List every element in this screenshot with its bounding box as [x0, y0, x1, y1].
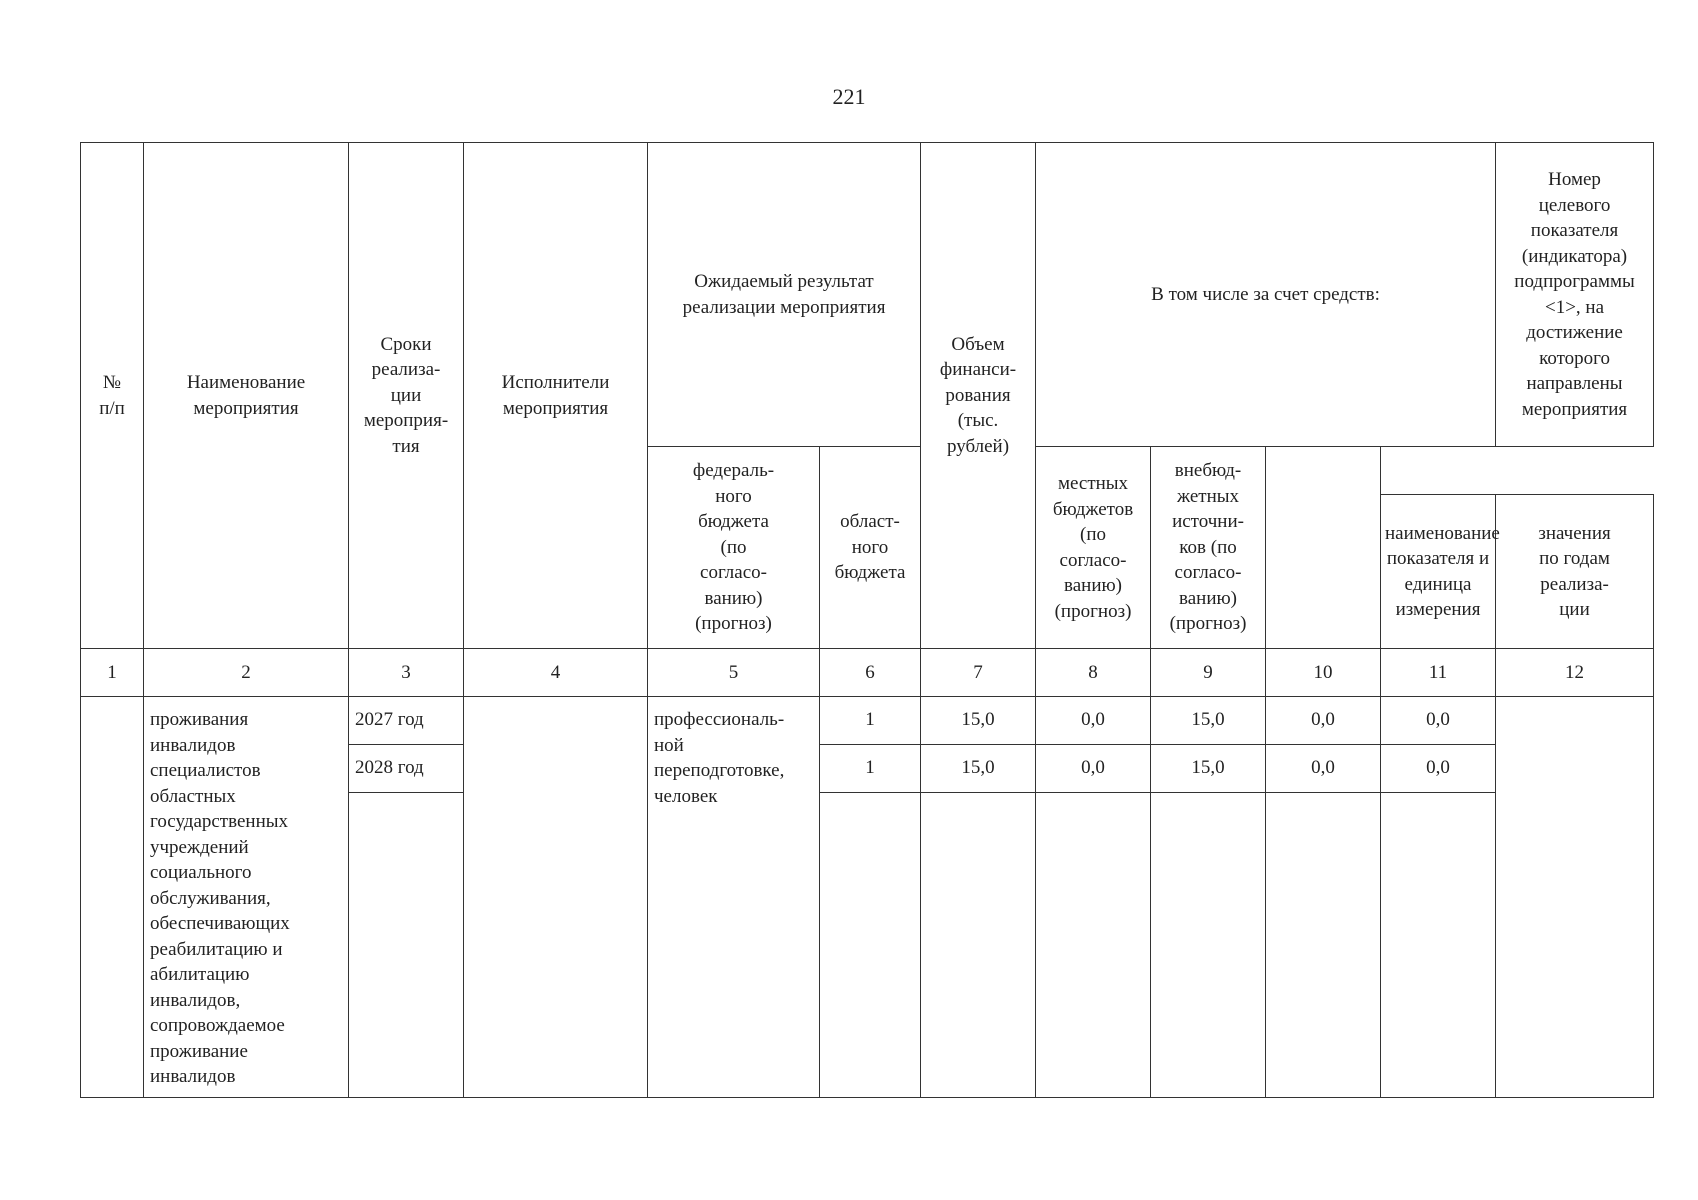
program-measures-table: [80, 142, 1654, 1098]
header-period: Сроки реализа- ции мероприя- тия: [349, 143, 464, 649]
col-number-11: 11: [1381, 649, 1496, 697]
col-number-5: 5: [648, 649, 820, 697]
cell-no: [81, 697, 144, 1098]
header-regional-budget: област- ного бюджета: [820, 447, 921, 649]
cell-value-2028: 1: [820, 745, 921, 793]
col-number-10: 10: [1266, 649, 1381, 697]
cell-regional-2027: 15,0: [1151, 697, 1266, 745]
col-number-6: 6: [820, 649, 921, 697]
header-target-indicator-no: Номер целевого показателя (индикатора) подпрограммы <1>, на достижение которого направлены мероприятия: [1496, 143, 1654, 447]
header-extrabudgetary: внебюд- жетных источни- ков (по согласо- ванию) (прогноз): [1151, 447, 1266, 649]
header-local-budgets: местных бюджетов (по согласо- ванию) (прогноз): [1036, 447, 1151, 649]
col-number-8: 8: [1036, 649, 1151, 697]
header-financing-volume: Объем финанси- рования (тыс. рублей): [921, 143, 1036, 649]
header-values-by-year: значения по годам реализа- ции: [1496, 495, 1654, 649]
col-number-3: 3: [349, 649, 464, 697]
cell-federal-2028: 0,0: [1036, 745, 1151, 793]
cell-extrabudgetary-2027: 0,0: [1381, 697, 1496, 745]
cell-target-indicator: [1496, 697, 1654, 1098]
cell-local-2028: 0,0: [1266, 745, 1381, 793]
cell-local-continuation: [1266, 793, 1381, 1098]
header-expected-result: Ожидаемый результат реализации мероприятия: [648, 143, 921, 447]
cell-volume-2028: 15,0: [921, 745, 1036, 793]
cell-extrabudgetary-2028: 0,0: [1381, 745, 1496, 793]
cell-year-2028: 2028 год: [349, 745, 464, 793]
cell-executors: [464, 697, 648, 1098]
col-number-1: 1: [81, 649, 144, 697]
header-executors: Исполнители мероприятия: [464, 143, 648, 649]
header-no: № п/п: [81, 143, 144, 649]
col-number-4: 4: [464, 649, 648, 697]
cell-value-2027: 1: [820, 697, 921, 745]
cell-value-continuation: [820, 793, 921, 1098]
cell-year-2027: 2027 год: [349, 697, 464, 745]
cell-federal-continuation: [1036, 793, 1151, 1098]
cell-volume-2027: 15,0: [921, 697, 1036, 745]
cell-extrabudgetary-continuation: [1381, 793, 1496, 1098]
cell-regional-continuation: [1151, 793, 1266, 1098]
cell-year-continuation: [349, 793, 464, 1098]
col-number-9: 9: [1151, 649, 1266, 697]
cell-local-2027: 0,0: [1266, 697, 1381, 745]
col-number-7: 7: [921, 649, 1036, 697]
cell-volume-continuation: [921, 793, 1036, 1098]
header-measure-name: Наименование мероприятия: [144, 143, 349, 649]
header-indicator-name: наименование показателя и единица измерения: [1381, 495, 1496, 649]
page-number: 221: [832, 84, 866, 109]
col-number-12: 12: [1496, 649, 1654, 697]
cell-indicator-name: профессиональ- ной переподготовке, человек: [648, 697, 820, 1098]
cell-federal-2027: 0,0: [1036, 697, 1151, 745]
cell-measure-name: проживания инвалидов специалистов областных государственных учреждений социального обслуживания, обеспечивающих реабилитацию и абилитацию инвалидов, сопровождаемое проживание инвалидов: [144, 697, 349, 1098]
header-target-indicator-empty: [1266, 447, 1381, 649]
col-number-2: 2: [144, 649, 349, 697]
cell-regional-2028: 15,0: [1151, 745, 1266, 793]
header-including-sources: В том числе за счет средств:: [1036, 143, 1496, 447]
header-federal-budget: федераль- ного бюджета (по согласо- ванию) (прогноз): [648, 447, 820, 649]
